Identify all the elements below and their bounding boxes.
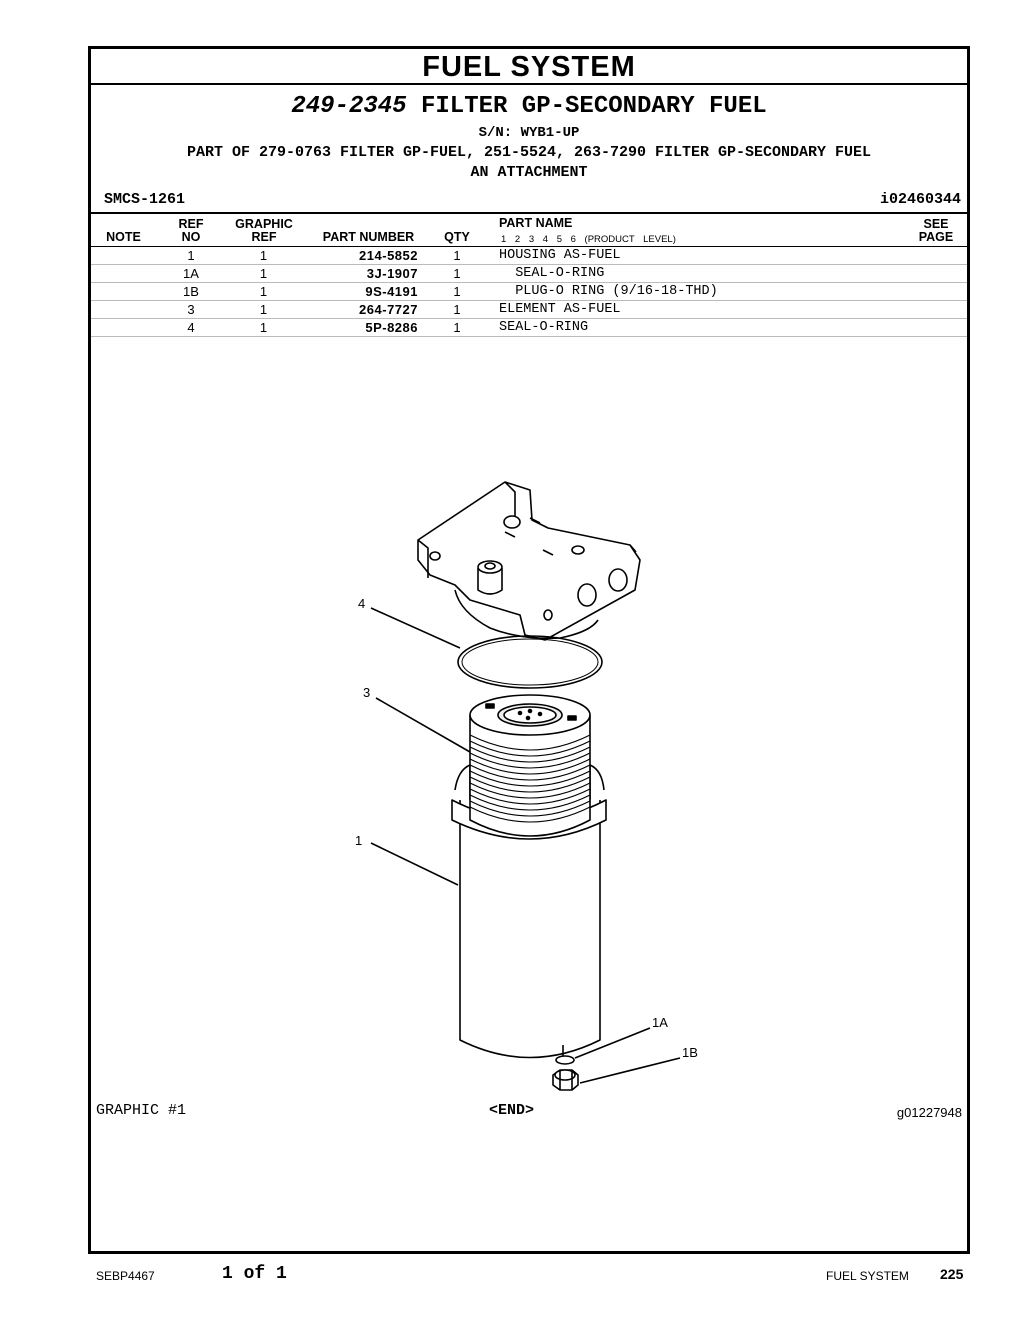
col-ref-bottom: NO	[181, 230, 201, 244]
col-graphic-bottom: REF	[251, 230, 277, 244]
row-part-number[interactable]: 3J-1907	[366, 266, 418, 281]
row-ref: 3	[187, 302, 195, 317]
row-ref: 1A	[183, 266, 199, 281]
footer-page-of: 1 of 1	[222, 1264, 287, 1284]
row-part-number[interactable]: 264-7727	[359, 302, 418, 317]
serial-range: S/N: WYB1-UP	[478, 125, 580, 141]
info-id: i02460344	[879, 191, 961, 208]
row-part-name: PLUG-O RING (9/16-18-THD)	[499, 284, 718, 299]
row-graphic-ref: 1	[259, 248, 268, 263]
seal-o-ring-1a-drawing	[556, 1056, 574, 1064]
end-label: <END>	[489, 1102, 535, 1119]
callout-4: 4	[358, 596, 366, 611]
callout-1a: 1A	[652, 1015, 668, 1030]
row-ref: 1B	[183, 284, 199, 299]
filter-head-drawing	[418, 482, 640, 640]
graphic-label: GRAPHIC #1	[96, 1102, 187, 1119]
row-qty: 1	[453, 320, 461, 335]
col-graphic-top: GRAPHIC	[235, 217, 293, 231]
row-part-number[interactable]: 9S-4191	[365, 284, 418, 299]
col-qty: QTY	[444, 230, 470, 244]
row-part-number[interactable]: 214-5852	[359, 248, 418, 263]
part-of-text: PART OF 279-0763 FILTER GP-FUEL, 251-5524, 263-7290 FILTER GP-SECONDARY FUEL	[186, 144, 872, 161]
group-name: FILTER GP-SECONDARY FUEL	[420, 93, 767, 120]
col-note: NOTE	[106, 230, 141, 244]
group-part-number: 249-2345	[291, 93, 407, 120]
graphic-number: g01227948	[896, 1105, 962, 1120]
footer-section: FUEL SYSTEM	[826, 1269, 909, 1283]
section-title: FUEL SYSTEM	[91, 49, 967, 85]
footer-doc-id: SEBP4467	[96, 1269, 155, 1283]
product-levels: 1 2 3 4 5 6 (PRODUCT LEVEL)	[501, 234, 676, 245]
row-qty: 1	[453, 302, 461, 317]
row-part-name: HOUSING AS-FUEL	[499, 248, 621, 263]
row-part-name: ELEMENT AS-FUEL	[499, 302, 621, 317]
callout-3: 3	[363, 685, 371, 700]
row-graphic-ref: 1	[259, 302, 268, 317]
row-part-name: SEAL-O-RING	[499, 266, 605, 281]
col-see-top: SEE	[923, 217, 949, 231]
row-part-number[interactable]: 5P-8286	[365, 320, 418, 335]
row-qty: 1	[453, 248, 461, 263]
col-ref-top: REF	[178, 217, 204, 231]
callout-1b: 1B	[682, 1045, 698, 1060]
row-graphic-ref: 1	[259, 266, 268, 281]
row-ref: 4	[187, 320, 195, 335]
row-qty: 1	[453, 284, 461, 299]
row-part-name: SEAL-O-RING	[499, 320, 589, 335]
row-graphic-ref: 1	[259, 320, 268, 335]
row-graphic-ref: 1	[259, 284, 268, 299]
col-see-bottom: PAGE	[918, 230, 954, 244]
row-qty: 1	[453, 266, 461, 281]
footer-page-number: 225	[940, 1266, 964, 1282]
callout-1: 1	[355, 833, 363, 848]
row-ref: 1	[187, 248, 195, 263]
col-part-name: PART NAME	[499, 216, 573, 230]
col-part-number: PART NUMBER	[322, 230, 415, 244]
plug-1b-drawing	[553, 1070, 578, 1090]
seal-o-ring-4-drawing	[458, 636, 602, 688]
attachment-text: AN ATTACHMENT	[470, 164, 588, 181]
smcs-code: SMCS-1261	[104, 191, 186, 208]
